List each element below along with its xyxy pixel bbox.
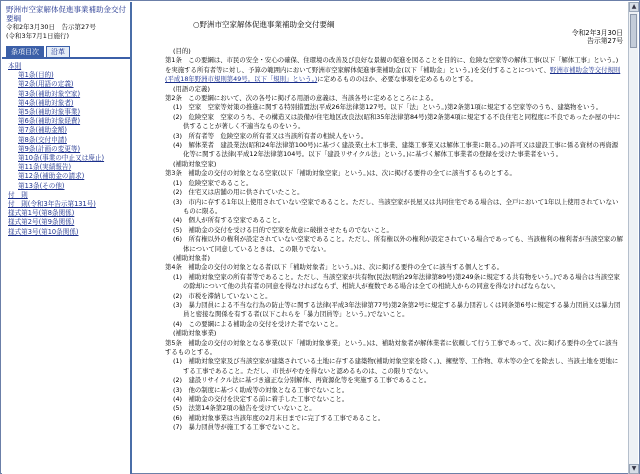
toc-link[interactable]: 第9条(計画の変更等) [18,144,81,153]
paragraph-text: (3) 他の制度に基づく助成等の対象となる工事でないこと。 [173,385,349,394]
document-paragraph [165,160,623,169]
tab-toc[interactable]: 条項目次 [6,46,44,57]
document-paragraph [165,216,623,225]
document-body [165,47,623,433]
paragraph-text: 第2条 この要綱において、次の各号に掲げる用語の意義は、当該各号に定めるところによる。 [165,94,438,103]
paragraph-text: (用語の定義) [173,84,210,93]
document-paragraph [165,235,623,254]
document-paragraph [165,329,623,338]
paragraph-text: (3) 市内に存する1年以上使用されていない空家であること。ただし、当該空家が長屋又は共同住宅である場合は、全戸において1年以上使用されていないものに限る。 [173,197,619,215]
paragraph-text: (5) 法第14条第2項の勧告を受けていないこと。 [173,404,316,413]
paragraph-text: (5) 補助金の交付を受ける目的で空家を故意に破損させたものでないこと。 [173,225,393,234]
toc-link[interactable]: 様式第2号(第9条関係) [8,218,75,227]
toc-link[interactable]: 第1条(目的) [18,71,54,80]
paragraph-text: (1) 補助対象空家及び当該空家が建築されている土地に存する建築物(補助対象空家を除く。)、擁壁等、工作物、草木等の全てを除去し、当該土地を更地にする工事であること。ただし、市長がやむを得ないと認めるものは、この限りでない。 [173,357,619,375]
toc-link[interactable]: 第11条(実績報告) [18,163,72,172]
document-paragraph [165,226,623,235]
scroll-up-icon[interactable]: ▲ [629,2,639,12]
document-paragraph [165,188,623,197]
toc-link[interactable]: 第2条(用語の定義) [18,80,74,89]
document-paragraph [165,376,623,385]
document-paragraph [165,320,623,329]
paragraph-text: (7) 暴力団員等が施工する工事でないこと。 [173,423,304,432]
paragraph-text: (目的) [173,47,191,55]
toc-link[interactable]: 付 則(令和3年告示第131号) [8,200,96,209]
toc-link[interactable]: 付 則 [8,190,28,199]
toc-link[interactable]: 第5条(補助対象事業) [18,108,81,117]
paragraph-text: (1) 危険空家であること。 [173,178,253,187]
document-paragraph [165,386,623,395]
paragraph-text: 第1条 この要綱は、市民の安全・安心の確保、住環境の改善及び良好な景観の促進を図ることを目的に、危険な空家等の解体工事(以下「解体工事」という。)を実施する所有者等に対し、予算の範囲内において野洲市空家解体促進事業補助金(以下「補助金」という。)を交付することについて、 [165,56,619,74]
document-paragraph [165,263,623,272]
document-paragraph [165,56,623,84]
toc-link[interactable]: 第10条(事業の中止又は廃止) [18,154,105,163]
paragraph-text: (2) 住宅又は店舗の用に供されていたこと。 [173,188,304,197]
law-effective-date: (令和3年7月1日施行) [6,32,69,40]
document-paragraph [165,414,623,423]
document-paragraph [165,169,623,178]
paragraph-text: (6) 所有権以外の権利が設定されていない空家であること。ただし、所有権以外の権利が設定されている場合であっても、当該権利の権利者が当該空家の解体について同意しているときは、この限りでない。 [173,235,623,253]
toc-link[interactable]: 第4条(補助対象者) [18,98,74,107]
toc-link[interactable]: 様式第1号(第8条関係) [8,209,75,218]
toc-link[interactable]: 第7条(補助金額) [18,126,67,135]
scroll-down-icon[interactable]: ▼ [629,464,639,474]
paragraph-text: (4) 補助金の交付を決定する前に着手した工事でないこと。 [173,395,349,404]
table-of-contents [2,59,130,237]
document-paragraph [165,47,623,56]
document-notice: 告示第27号 [587,37,623,45]
toc-link[interactable]: 様式第3号(第10条関係) [8,227,79,236]
paragraph-text: 第5条 補助金の交付の対象となる事業(以下「補助対象事業」という。)は、補助対象者が解体業者に依頼して行う工事であって、次に掲げる要件の全てに該当するものとする。 [165,338,619,356]
sidebar [2,2,132,474]
document-paragraph [165,339,623,358]
law-title: 野洲市空家解体促進事業補助金交付要綱 [6,5,126,23]
document-paragraph [165,301,623,320]
law-date-notice: 令和2年3月30日 告示第27号 [6,23,96,31]
paragraph-text: に定めるもののほか、必要な事項を定めるものとする。 [317,75,478,84]
document-paragraph [165,132,623,141]
document-paragraph [165,85,623,94]
paragraph-text: (4) 個人が所有する空家であること。 [173,216,285,225]
vertical-scrollbar[interactable] [628,2,638,474]
document-panel [135,2,629,474]
document-paragraph [165,357,623,376]
document-paragraph [165,273,623,292]
toc-link[interactable]: 本則 [8,62,22,70]
paragraph-text: (2) 市税を滞納していないこと。 [173,291,272,300]
paragraph-text: (補助対象空家) [173,159,217,168]
document-paragraph [165,113,623,132]
paragraph-text: (2) 建設リサイクル法に基づき適正な分別解体、再資源化等を実施する工事であること。 [173,376,431,385]
paragraph-text: 第4条 補助金の交付の対象となる者(以下「補助対象者」という。)は、次に掲げる要件の全てに該当する個人とする。 [165,263,504,272]
document-date: 令和2年3月30日 [571,29,623,37]
paragraph-text: (補助対象事業) [173,329,217,338]
paragraph-text: (3) 所有者等 危険空家の所有者又は当該所有者の相続人をいう。 [173,131,368,140]
paragraph-text: (4) 解体業者 建設業法(昭和24年法律第100号)に基づく建設業(土木工事業、建築工事業又は解体工事業に限る。)の許可又は建設工事に係る資材の再資源化等に関する法律(平成12年法律第104号。以下「建設リサイクル法」という。)に基づく解体工事業者の登録を受けた事業者をいう。 [173,141,619,159]
paragraph-text: (2) 危険空家 空家のうち、その構造又は設備が住宅地区改良法(昭和35年法律第84号)第2条第4項に規定する不良住宅と同程度に不良であったか屋の中に供することが著しく不適当なものをいう。 [173,112,621,131]
paragraph-text: (3) 暴力団員による不当な行為の防止等に関する法律(平成3年法律第77号)第2条第2号に規定する暴力団若しくは同条第6号に規定する暴力団員又は暴力団員と密接な関係を有する者(以下これらを「暴力団員等」という。)でないこと。 [173,300,621,319]
paragraph-text: (1) 空家 空家等対策の推進に関する特別措置法(平成26年法律第127号。以下「法」という。)第2条第1項に規定する空家等のうち、建築物をいう。 [173,103,603,112]
toc-link[interactable]: 第8条(交付申請) [18,135,67,144]
document-paragraph [165,141,623,160]
document-title: ○野洲市空家解体促進事業補助金交付要綱 [193,20,335,29]
toc-link[interactable]: 第13条(その他) [18,181,65,190]
paragraph-text: 第3条 補助金の交付の対象となる空家(以下「補助対象空家」という。)は、次に掲げる要件の全てに該当するものとする。 [165,169,516,178]
toc-link[interactable]: 第3条(補助対象空家) [18,89,81,98]
toc-link[interactable]: 第6条(補助対象経費) [18,117,81,126]
document-paragraph [165,423,623,432]
rules-link[interactable]: 野洲市補助金等交付規則(平成18年野洲市規則第49号。以下「規則」という。) [165,65,621,84]
document-paragraph [165,404,623,413]
document-paragraph [165,292,623,301]
paragraph-text: (6) 補助対象事業は当該年度の2月末日までに完了する工事であること。 [173,413,385,422]
document-paragraph [165,198,623,217]
sidebar-tabs [2,41,130,59]
tab-history[interactable]: 沿革 [46,46,70,57]
document-paragraph [165,254,623,263]
toc-link[interactable]: 第12条(補助金の請求) [18,172,85,181]
paragraph-text: (4) この要綱による補助金の交付を受けた者でないこと。 [173,319,342,328]
paragraph-text: (補助対象者) [173,253,210,262]
document-paragraph [165,103,623,112]
document-paragraph [165,179,623,188]
document-meta [572,29,623,45]
paragraph-text: (1) 補助対象空家の所有者等であること。ただし、当該空家が共有物(民法(明治29年法律第89号)第249条に規定する共有物をいう。)である場合は当該空家の除却について他の共有者の同意を得なければならず、相続人が複数である場合は全ての相続人からの同意を得なければならない。 [173,272,620,291]
scroll-thumb[interactable] [630,14,637,48]
